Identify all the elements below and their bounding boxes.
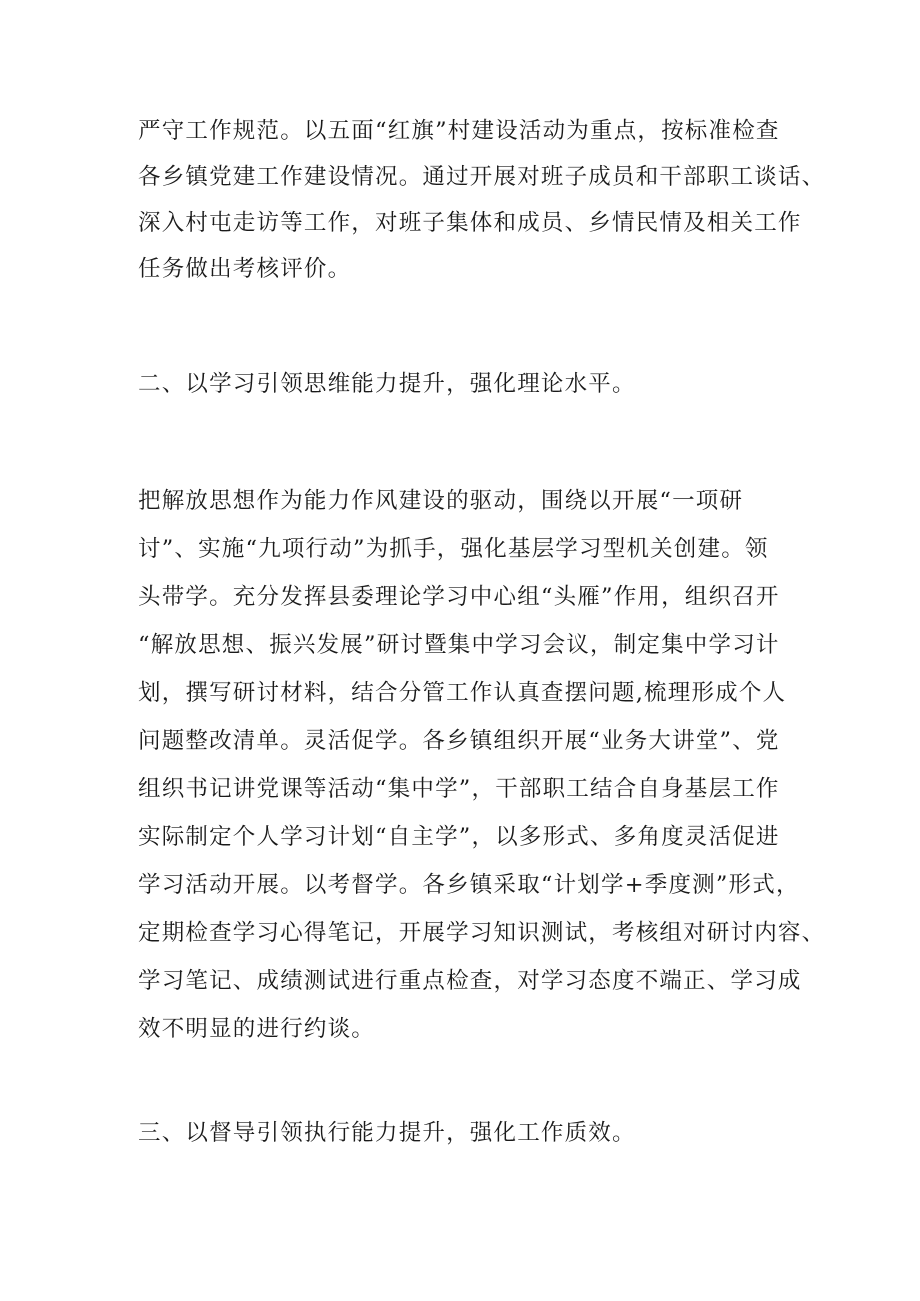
paragraph-1-line-3: 深入村屯走访等工作，对班子集体和成员、乡情民情及相关工作 bbox=[138, 210, 802, 236]
paragraph-1-line-1: 严守工作规范。以五面“红旗”村建设活动为重点，按标准检查 bbox=[138, 118, 780, 144]
paragraph-2-line-2: 讨”、实施“九项行动”为抓手，强化基层学习型机关创建。领 bbox=[138, 536, 769, 562]
section-heading-2: 二、以学习引领思维能力提升，强化理论水平。 bbox=[138, 371, 636, 397]
paragraph-2-line-8: 实际制定个人学习计划“自主学”，以多形式、多角度灵活促进 bbox=[138, 824, 780, 850]
paragraph-2-line-4: “解放思想、振兴发展”研讨暨集中学习会议，制定集中学习计 bbox=[138, 632, 780, 658]
section-heading-3: 三、以督导引领执行能力提升，强化工作质效。 bbox=[138, 1120, 636, 1146]
paragraph-2-line-1: 把解放思想作为能力作风建设的驱动，围绕以开展“一项研 bbox=[138, 488, 744, 514]
paragraph-2-line-10: 定期检查学习心得笔记，开展学习知识测试，考核组对研讨内容、 bbox=[138, 920, 826, 946]
paragraph-2-line-6: 问题整改清单。灵活促学。各乡镇组织开展“业务大讲堂”、党 bbox=[138, 728, 780, 754]
paragraph-2-line-3: 头带学。充分发挥县委理论学习中心组“头雁”作用，组织召开 bbox=[138, 584, 780, 610]
paragraph-2-line-11: 学习笔记、成绩测试进行重点检查，对学习态度不端正、学习成 bbox=[138, 968, 802, 994]
paragraph-2-line-7: 组织书记讲党课等活动“集中学”，干部职工结合自身基层工作 bbox=[138, 776, 780, 802]
paragraph-2-line-12: 效不明显的进行约谈。 bbox=[138, 1016, 376, 1042]
paragraph-1-line-2: 各乡镇党建工作建设情况。通过开展对班子成员和干部职工谈话、 bbox=[138, 164, 826, 190]
paragraph-2-line-9: 学习活动开展。以考督学。各乡镇采取“计划学+季度测”形式， bbox=[138, 872, 800, 898]
paragraph-1-line-4: 任务做出考核评价。 bbox=[138, 256, 352, 282]
paragraph-2-line-5: 划，撰写研讨材料，结合分管工作认真查摆问题,梳理形成个人 bbox=[138, 680, 787, 706]
